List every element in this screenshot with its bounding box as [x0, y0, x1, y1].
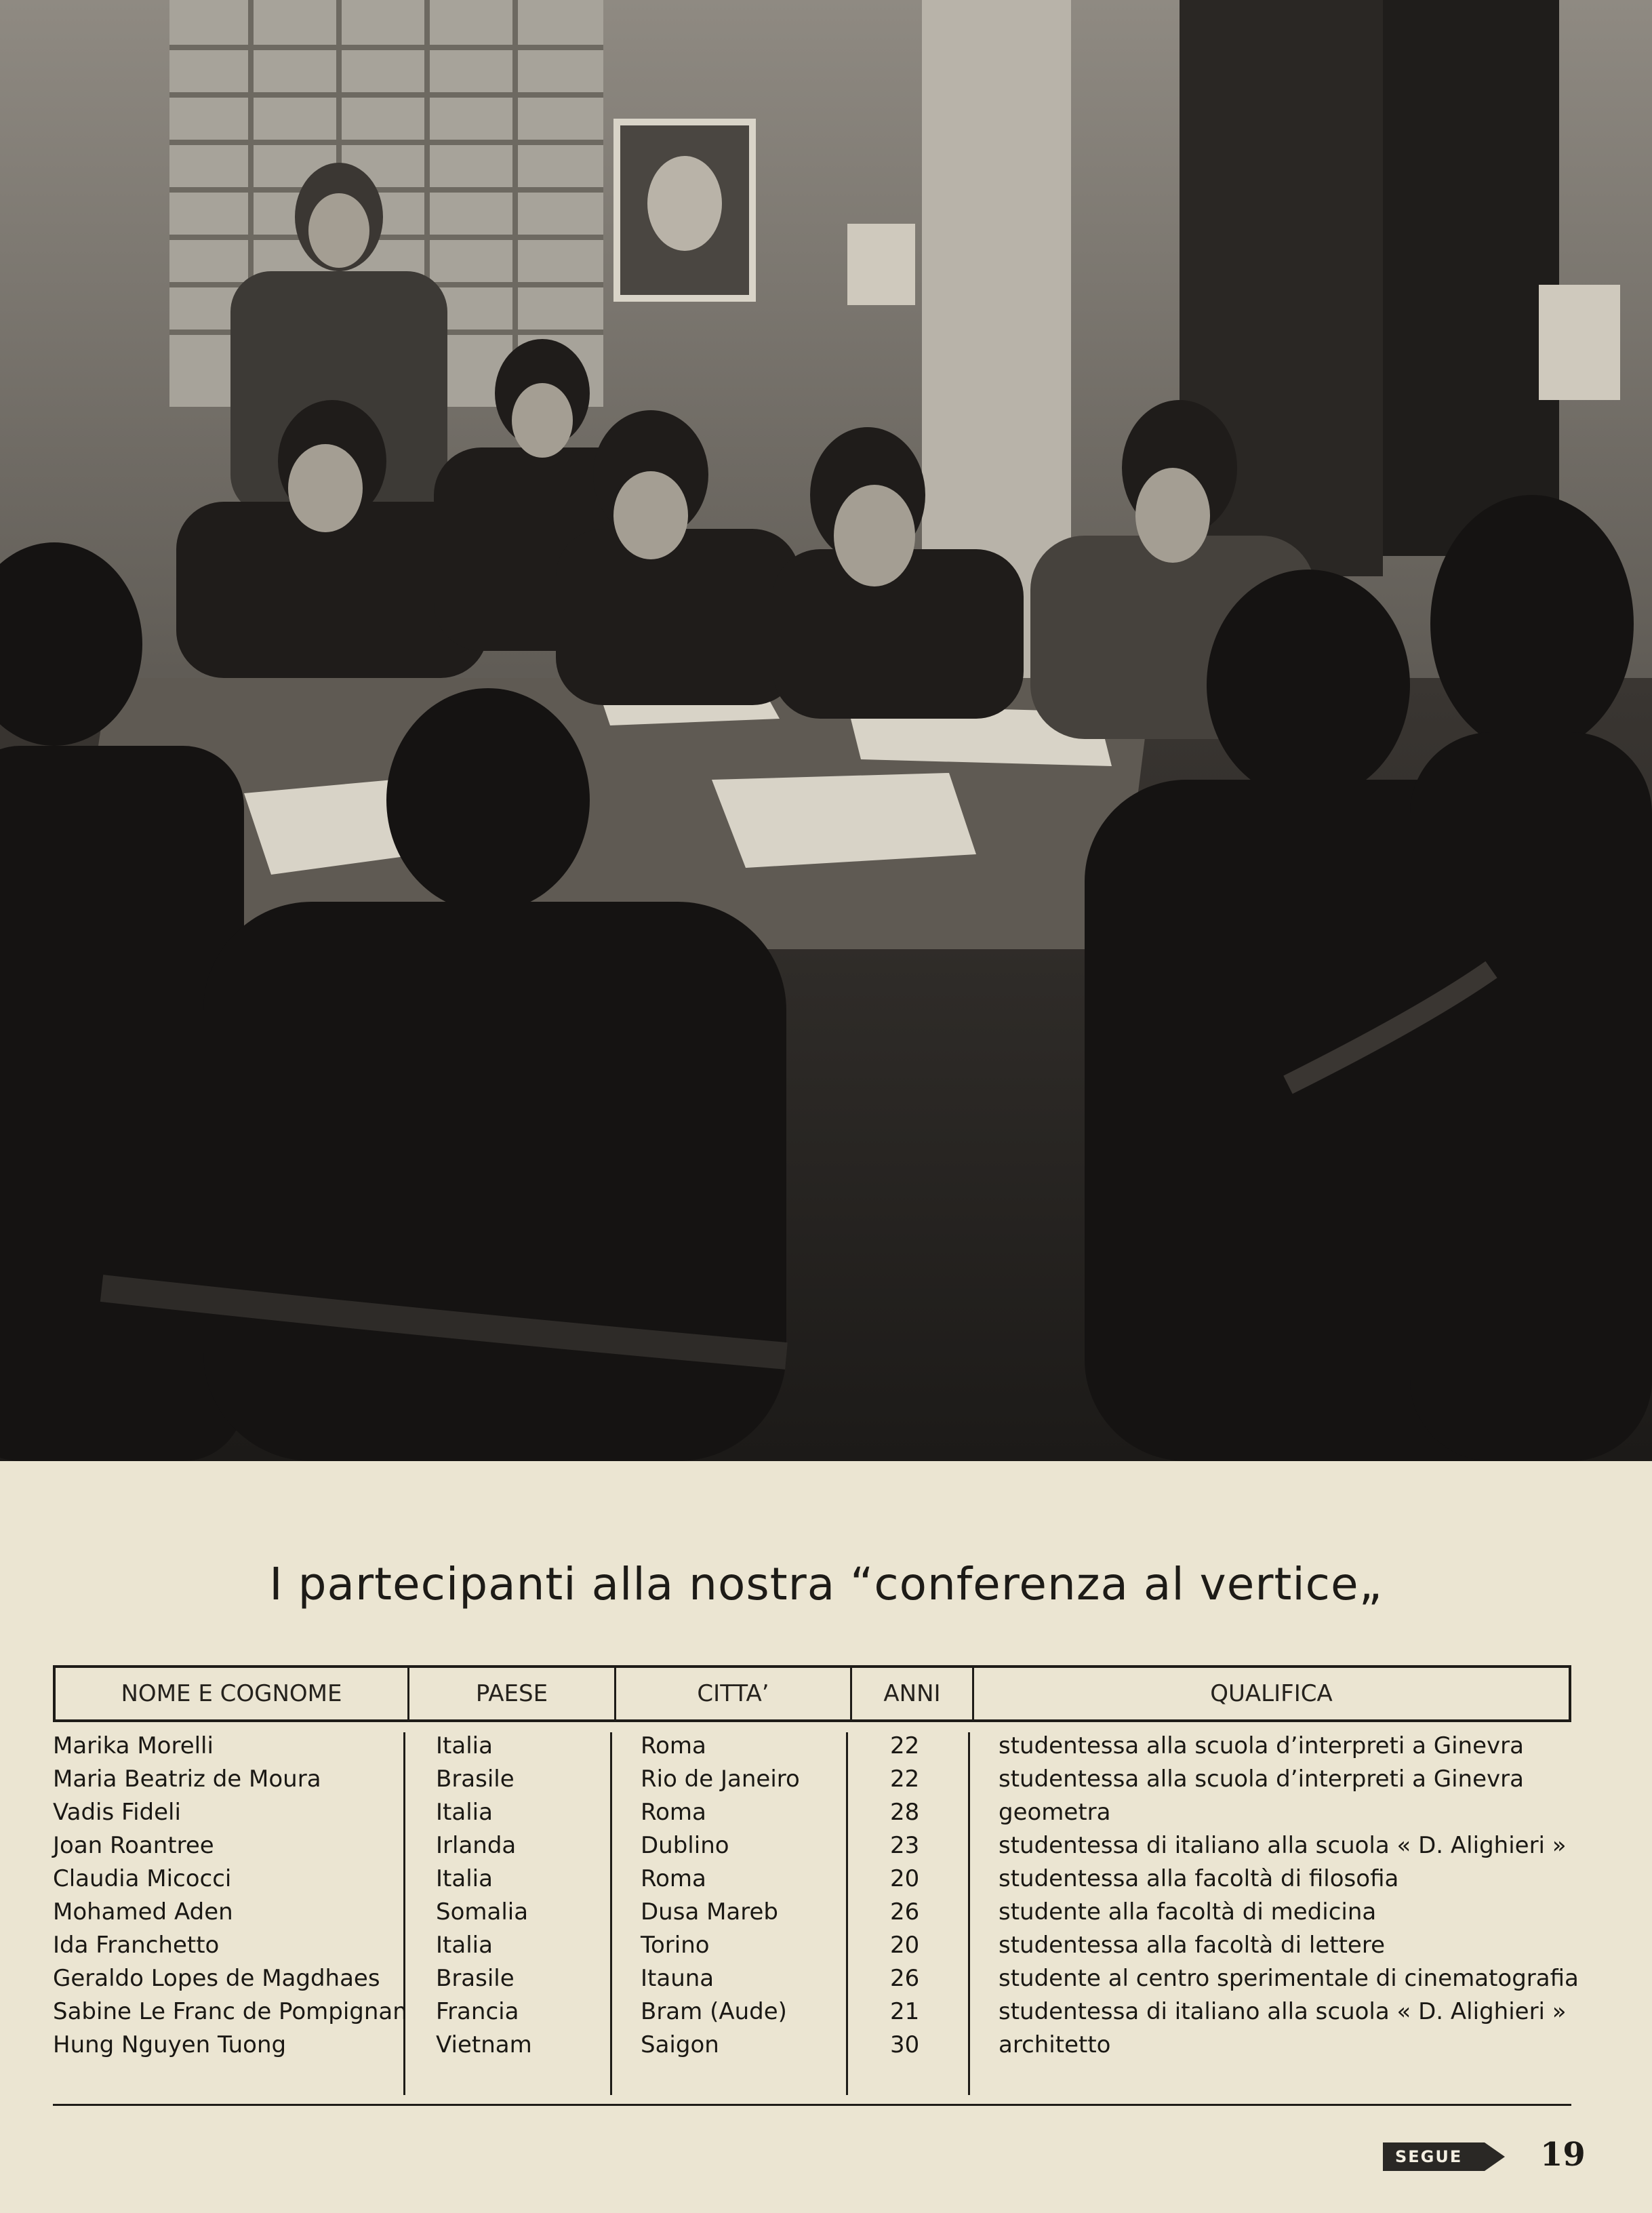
cell-citta: Saigon [641, 2031, 719, 2058]
cell-qualifica: studente al centro sperimentale di cinematografia [999, 1965, 1579, 1992]
table-row [53, 1932, 1571, 1965]
header-qualifica: QUALIFICA [1210, 1680, 1333, 1707]
table-row [53, 1965, 1579, 1998]
cell-anni: 22 [890, 1732, 920, 1759]
table-bottom-rule [53, 2104, 1571, 2106]
cell-qualifica: studente alla facoltà di medicina [999, 1898, 1377, 1926]
cell-anni: 28 [890, 1799, 920, 1826]
page-number: 19 [1540, 2136, 1586, 2174]
cell-paese: Italia [436, 1799, 493, 1826]
cell-nome: Hung Nguyen Tuong [53, 2031, 287, 2058]
cell-citta: Torino [641, 1932, 710, 1959]
table-row [53, 1732, 1571, 1766]
cell-citta: Bram (Aude) [641, 1998, 787, 2025]
cell-nome: Geraldo Lopes de Magdhaes [53, 1965, 380, 1992]
cell-nome: Ida Franchetto [53, 1932, 220, 1959]
header-paese: PAESE [409, 1668, 616, 1719]
cell-citta: Roma [641, 1732, 706, 1759]
cell-nome: Vadis Fideli [53, 1799, 181, 1826]
cell-citta: Roma [641, 1865, 706, 1892]
table-row [53, 2031, 1571, 2065]
cell-qualifica: studentessa alla facoltà di filosofia [999, 1865, 1399, 1892]
cell-nome: Joan Roantree [53, 1832, 214, 1859]
header-citta: CITTA’ [616, 1668, 852, 1719]
cell-nome: Maria Beatriz de Moura [53, 1766, 321, 1793]
table-row [53, 1832, 1571, 1865]
cell-paese: Italia [436, 1865, 493, 1892]
page-title: I partecipanti alla nostra “conferenza al vertice„ [269, 1558, 1383, 1610]
cell-citta: Roma [641, 1799, 706, 1826]
cell-paese: Somalia [436, 1898, 529, 1926]
cell-qualifica: studentessa di italiano alla scuola « D. Alighieri » [999, 1998, 1567, 2025]
cell-qualifica: studentessa di italiano alla scuola « D. Alighieri » [999, 1832, 1567, 1859]
cell-anni: 20 [890, 1865, 920, 1892]
cell-anni: 21 [890, 1998, 920, 2025]
cell-anni: 26 [890, 1898, 920, 1926]
table-row [53, 1898, 1571, 1932]
table-row [53, 1998, 1571, 2031]
participants-table-body [53, 1732, 1579, 2095]
header-nome: NOME E COGNOME [56, 1668, 409, 1719]
cell-anni: 26 [890, 1965, 920, 1992]
cell-qualifica: studentessa alla facoltà di lettere [999, 1932, 1385, 1959]
cell-qualifica: geometra [999, 1799, 1111, 1826]
cell-qualifica: studentessa alla scuola d’interpreti a Ginevra [999, 1732, 1524, 1759]
cell-citta: Dublino [641, 1832, 729, 1859]
cell-nome: Mohamed Aden [53, 1898, 233, 1926]
table-row [53, 1799, 1571, 1832]
cell-nome: Sabine Le Franc de Pompignan [53, 1998, 407, 2025]
cell-anni: 22 [890, 1766, 920, 1793]
cell-qualifica: architetto [999, 2031, 1111, 2058]
cell-paese: Italia [436, 1932, 493, 1959]
header-anni: ANNI [852, 1668, 974, 1719]
cell-citta: Dusa Mareb [641, 1898, 778, 1926]
table-row [53, 1766, 1571, 1799]
cell-paese: Vietnam [436, 2031, 532, 2058]
continue-label: SEGUE [1395, 2147, 1463, 2166]
cell-anni: 30 [890, 2031, 920, 2058]
cell-nome: Marika Morelli [53, 1732, 214, 1759]
table-header [53, 1665, 1571, 1722]
cell-citta: Itauna [641, 1965, 714, 1992]
cell-qualifica: studentessa alla scuola d’interpreti a Ginevra [999, 1766, 1524, 1793]
cell-citta: Rio de Janeiro [641, 1766, 800, 1793]
cell-nome: Claudia Micocci [53, 1865, 232, 1892]
cell-paese: Italia [436, 1732, 493, 1759]
cell-anni: 20 [890, 1932, 920, 1959]
cell-paese: Francia [436, 1998, 519, 2025]
cell-anni: 23 [890, 1832, 920, 1859]
cell-paese: Brasile [436, 1965, 515, 1992]
cell-paese: Brasile [436, 1766, 515, 1793]
table-row [53, 1865, 1571, 1898]
cell-paese: Irlanda [436, 1832, 517, 1859]
